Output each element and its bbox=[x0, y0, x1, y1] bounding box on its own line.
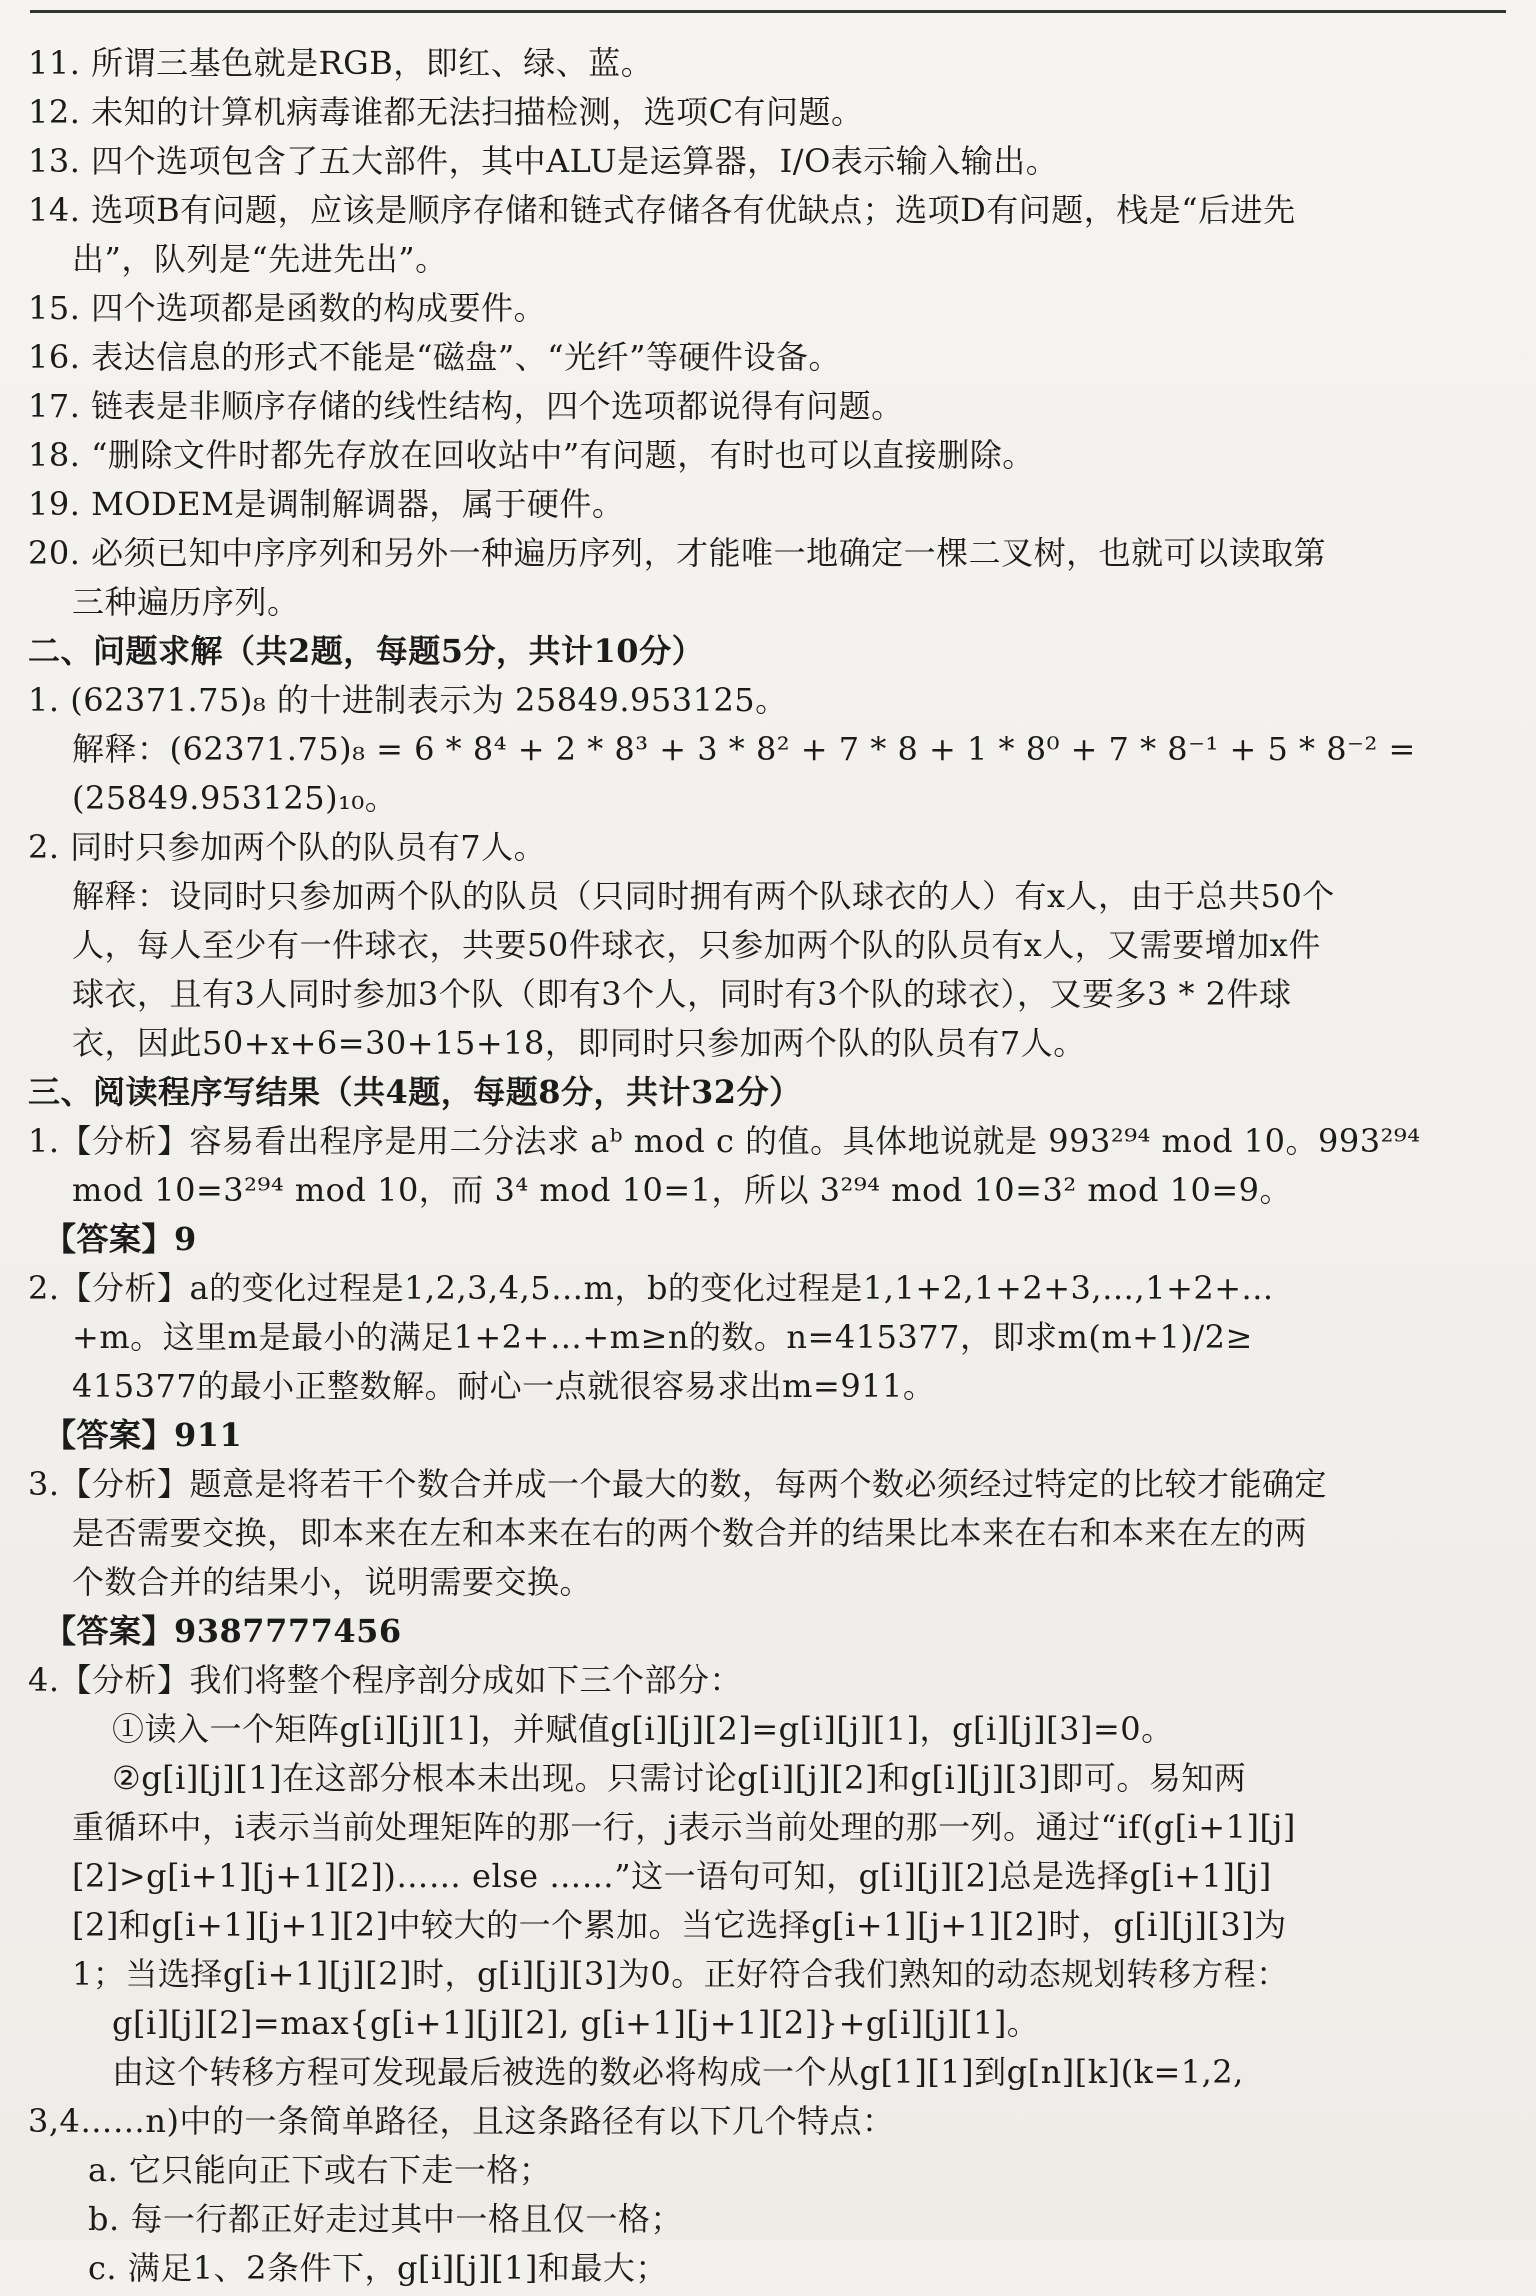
text-line: 1；当选择g[i+1][j][2]时，g[i][j][3]为0。正好符合我们熟知的动态规划转移方程： bbox=[72, 1955, 1289, 1993]
text-line: 解释：(62371.75)₈ = 6 * 8⁴ + 2 * 8³ + 3 * 8² + 7 * 8 + 1 * 8⁰ + 7 * 8⁻¹ + 5 * 8⁻² = bbox=[72, 730, 1416, 768]
text-line: 由这个转移方程可发现最后被选的数必将构成一个从g[1][1]到g[n][k](k=1,2, bbox=[112, 2053, 1244, 2091]
page-body bbox=[28, 42, 1488, 2296]
text-line: 16. 表达信息的形式不能是“磁盘”、“光纤”等硬件设备。 bbox=[28, 338, 842, 376]
text-line: ②g[i][j][1]在这部分根本未出现。只需讨论g[i][j][2]和g[i][j][3]即可。易知两 bbox=[112, 1759, 1247, 1797]
text-line: 解释：设同时只参加两个队的队员（只同时拥有两个队球衣的人）有x人，由于总共50个 bbox=[72, 877, 1335, 915]
answer-label: 【答案】9 bbox=[44, 1220, 197, 1258]
text-line: ①读入一个矩阵g[i][j][1]，并赋值g[i][j][2]=g[i][j][1]，g[i][j][3]=0。 bbox=[112, 1710, 1174, 1748]
text-line: 球衣，且有3人同时参加3个队（即有3个人，同时有3个队的球衣），又要多3 * 2件球 bbox=[72, 975, 1292, 1013]
text-line: 415377的最小正整数解。耐心一点就很容易求出m=911。 bbox=[72, 1367, 936, 1405]
text-line: 人，每人至少有一件球衣，共要50件球衣，只参加两个队的队员有x人，又需要增加x件 bbox=[72, 926, 1321, 964]
text-line: 17. 链表是非顺序存储的线性结构，四个选项都说得有问题。 bbox=[28, 387, 904, 425]
section-heading: 二、问题求解（共2题，每题5分，共计10分） bbox=[28, 632, 705, 670]
text-line: 4.【分析】我们将整个程序剖分成如下三个部分： bbox=[28, 1661, 743, 1699]
text-line: 三种遍历序列。 bbox=[72, 583, 300, 621]
text-line: c. 满足1、2条件下，g[i][j][1]和最大； bbox=[88, 2249, 668, 2287]
text-line: 出”，队列是“先进先出”。 bbox=[72, 240, 448, 278]
text-line: a. 它只能向正下或右下走一格； bbox=[88, 2151, 552, 2189]
text-line: +m。这里m是最小的满足1+2+…+m≥n的数。n=415377，即求m(m+1)/2≥ bbox=[72, 1318, 1253, 1356]
text-line: [2]>g[i+1][j+1][2])…… else ……”这一语句可知，g[i][j][2]总是选择g[i+1][j] bbox=[72, 1857, 1272, 1895]
text-line: g[i][j][2]=max{g[i+1][j][2], g[i+1][j+1][2]}+g[i][j][1]。 bbox=[112, 2004, 1040, 2042]
text-line: 重循环中，i表示当前处理矩阵的那一行，j表示当前处理的那一列。通过“if(g[i+1][j] bbox=[72, 1808, 1296, 1846]
text-line: (25849.953125)₁₀。 bbox=[72, 779, 398, 817]
answer-label: 【答案】911 bbox=[44, 1416, 243, 1454]
text-line: mod 10=3²⁹⁴ mod 10，而 3⁴ mod 10=1，所以 3²⁹⁴ mod 10=3² mod 10=9。 bbox=[72, 1171, 1292, 1209]
text-line: 13. 四个选项包含了五大部件，其中ALU是运算器，I/O表示输入输出。 bbox=[28, 142, 1059, 180]
text-line: 3,4……n)中的一条简单路径，且这条路径有以下几个特点： bbox=[28, 2102, 895, 2140]
section-heading: 三、阅读程序写结果（共4题，每题8分，共计32分） bbox=[28, 1073, 802, 1111]
text-line: 2. 同时只参加两个队的队员有7人。 bbox=[28, 828, 547, 866]
text-line: 14. 选项B有问题，应该是顺序存储和链式存储各有优缺点；选项D有问题，栈是“后进先 bbox=[28, 191, 1296, 229]
text-line: b. 每一行都正好走过其中一格且仅一格； bbox=[88, 2200, 683, 2238]
text-line: 12. 未知的计算机病毒谁都无法扫描检测，选项C有问题。 bbox=[28, 93, 864, 131]
top-rule bbox=[30, 10, 1506, 13]
text-line: 个数合并的结果小，说明需要交换。 bbox=[72, 1563, 593, 1601]
text-line: 15. 四个选项都是函数的构成要件。 bbox=[28, 289, 547, 327]
text-line: 19. MODEM是调制解调器，属于硬件。 bbox=[28, 485, 625, 523]
text-line: 是否需要交换，即本来在左和本来在右的两个数合并的结果比本来在右和本来在左的两 bbox=[72, 1514, 1308, 1552]
text-line: 1.【分析】容易看出程序是用二分法求 aᵇ mod c 的值。具体地说就是 993²⁹⁴ mod 10。993²⁹⁴ bbox=[28, 1122, 1421, 1160]
text-line: 11. 所谓三基色就是RGB，即红、绿、蓝。 bbox=[28, 44, 654, 82]
answer-label: 【答案】9387777456 bbox=[44, 1612, 402, 1650]
text-line: 2.【分析】a的变化过程是1,2,3,4,5…m，b的变化过程是1,1+2,1+2+3,…,1+2+... bbox=[28, 1269, 1274, 1307]
text-line: 20. 必须已知中序序列和另外一种遍历序列，才能唯一地确定一棵二叉树，也就可以读取第 bbox=[28, 534, 1327, 572]
text-line: 3.【分析】题意是将若干个数合并成一个最大的数，每两个数必须经过特定的比较才能确定 bbox=[28, 1465, 1328, 1503]
text-line: 18. “删除文件时都先存放在回收站中”有问题，有时也可以直接删除。 bbox=[28, 436, 1035, 474]
text-line: 1. (62371.75)₈ 的十进制表示为 25849.953125。 bbox=[28, 681, 788, 719]
text-line: [2]和g[i+1][j+1][2]中较大的一个累加。当它选择g[i+1][j+1][2]时，g[i][j][3]为 bbox=[72, 1906, 1287, 1944]
text-line: 衣，因此50+x+6=30+15+18，即同时只参加两个队的队员有7人。 bbox=[72, 1024, 1086, 1062]
